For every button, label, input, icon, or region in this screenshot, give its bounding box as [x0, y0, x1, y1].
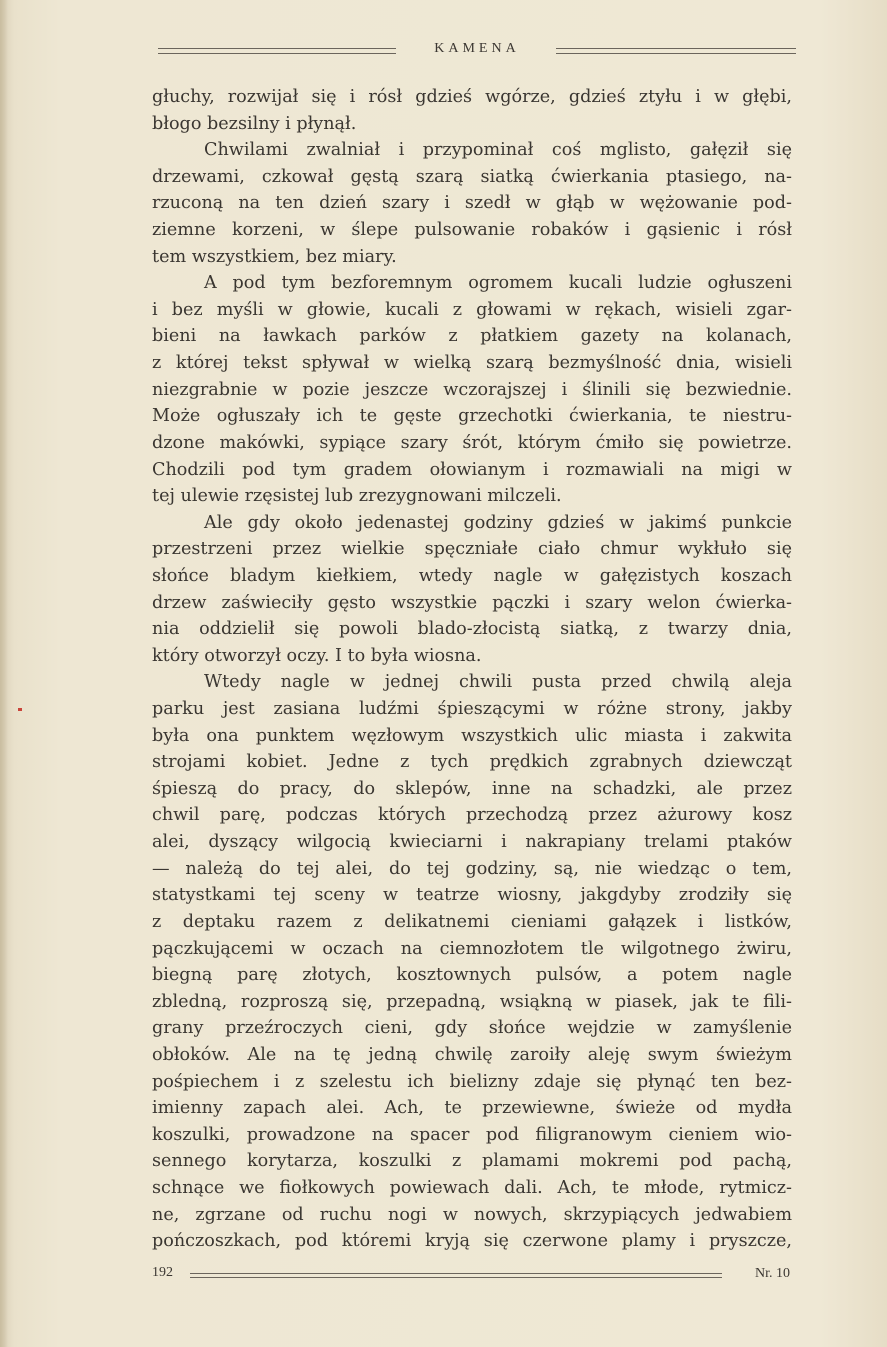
text-line: bieni na ławkach parków z płatkiem gazety na kolanach,	[152, 326, 792, 347]
text-line: sennego korytarza, koszulki z plamami mokremi pod pachą,	[152, 1151, 792, 1172]
text-line: statystkami tej sceny w teatrze wiosny, jakgdyby zrodziły się	[152, 885, 792, 906]
text-line: dzone makówki, sypiące szary śrót, którym ćmiło się powietrze.	[152, 432, 792, 453]
margin-mark	[18, 708, 22, 711]
page-footer	[152, 1262, 792, 1286]
text-line: — należą do tej alei, do tej godziny, są, nie wiedząc o tem,	[152, 858, 792, 879]
text-line: który otworzył oczy. I to była wiosna.	[152, 645, 482, 666]
text-line: parku jest zasiana ludźmi śpieszącymi w różne strony, jakby	[152, 699, 792, 720]
text-line: błogo bezsilny i płynął.	[152, 113, 357, 134]
text-line: schnące we fiołkowych powiewach dali. Ach, te młode, rytmicz-	[152, 1177, 792, 1198]
text-line: obłoków. Ale na tę jedną chwilę zaroiły aleję swym świeżym	[152, 1044, 792, 1065]
page-edge-shadow	[0, 0, 8, 1347]
text-line: pończoszkach, pod któremi kryją się czerwone plamy i pryszcze,	[152, 1231, 792, 1252]
text-line: ziemne korzeni, w ślepe pulsowanie robaków i gąsienic i rósł	[152, 220, 792, 241]
text-line: strojami kobiet. Jedne z tych prędkich zgrabnych dziewcząt	[152, 752, 792, 773]
footer-rule	[190, 1273, 722, 1278]
text-line: imienny zapach alei. Ach, te przewiewne, świeże od mydła	[152, 1098, 792, 1119]
text-line: słońce bladym kiełkiem, wtedy nagle w gałęzistych koszach	[152, 565, 792, 586]
text-line: Chodzili pod tym gradem ołowianym i rozmawiali na migi w	[152, 459, 792, 480]
text-line: śpieszą do pracy, do sklepów, inne na schadzki, ale przez	[152, 778, 792, 799]
text-line: koszulki, prowadzone na spacer pod filigranowym cieniem wio-	[152, 1124, 792, 1145]
header-rule-left	[158, 48, 396, 54]
text-line: tem wszystkiem, bez miary.	[152, 246, 397, 267]
text-line: drzew zaświeciły gęsto wszystkie pączki i szary welon ćwierka-	[152, 592, 792, 613]
body-text	[152, 84, 792, 1255]
text-line: chwil parę, podczas których przechodzą przez ażurowy kosz	[152, 805, 792, 826]
text-line: pośpiechem i z szelestu ich bielizny zdaje się płynąć ten bez-	[152, 1071, 792, 1092]
text-line: alei, dyszący wilgocią kwieciarni i nakrapiany trelami ptaków	[152, 832, 792, 853]
text-line: zbledną, rozproszą się, przepadną, wsiąkną w piasek, jak te fili-	[152, 991, 792, 1012]
text-line: Wtedy nagle w jednej chwili pusta przed chwilą aleja	[204, 672, 792, 693]
text-line: i bez myśli w głowie, kucali z głowami w rękach, wisieli zgar-	[152, 299, 792, 320]
text-line: niezgrabnie w pozie jeszcze wczorajszej i ślinili się bezwiednie.	[152, 379, 792, 400]
header-rule-right	[556, 48, 796, 54]
running-title: KAMENA	[434, 41, 520, 56]
text-line: Może ogłuszały ich te gęste grzechotki ćwierkania, te niestru-	[152, 406, 792, 427]
text-line: drzewami, czkował gęstą szarą siatką ćwierkania ptasiego, na-	[152, 166, 792, 187]
text-line: z której tekst spływał w wielką szarą bezmyślność dnia, wisieli	[152, 353, 792, 374]
text-line: Ale gdy około jedenastej godziny gdzieś w jakimś punkcie	[204, 512, 792, 533]
text-line: Chwilami zwalniał i przypominał coś mglisto, gałęził się	[204, 140, 792, 161]
text-line: głuchy, rozwijał się i rósł gdzieś wgórze, gdzieś ztyłu i w głębi,	[152, 87, 792, 107]
text-line: tej ulewie rzęsistej lub zrezygnowani milczeli.	[152, 486, 562, 507]
text-line: rzuconą na ten dzień szary i szedł w głąb w wężowanie pod-	[152, 193, 792, 214]
text-line: z deptaku razem z delikatnemi cieniami gałązek i listków,	[152, 911, 792, 932]
running-header	[158, 38, 798, 62]
text-line: ne, zgrzane od ruchu nogi w nowych, skrzypiących jedwabiem	[152, 1204, 792, 1225]
text-line: biegną parę złotych, kosztownych pulsów, a potem nagle	[152, 965, 792, 986]
text-line: przestrzeni przez wielkie spęczniałe ciało chmur wykłuło się	[152, 539, 792, 560]
text-line: grany przeźroczych cieni, gdy słońce wejdzie w zamyślenie	[152, 1018, 792, 1039]
page-number: 192	[152, 1265, 173, 1280]
text-line: była ona punktem węzłowym wszystkich ulic miasta i zakwita	[152, 725, 792, 746]
text-line: pączkującemi w oczach na ciemnozłotem tle wilgotnego żwiru,	[152, 938, 792, 959]
text-line: nia oddzielił się powoli blado-złocistą siatką, z twarzy dnia,	[152, 619, 792, 640]
text-line: A pod tym bezforemnym ogromem kucali ludzie ogłuszeni	[204, 273, 792, 294]
issue-number: Nr. 10	[755, 1266, 790, 1281]
